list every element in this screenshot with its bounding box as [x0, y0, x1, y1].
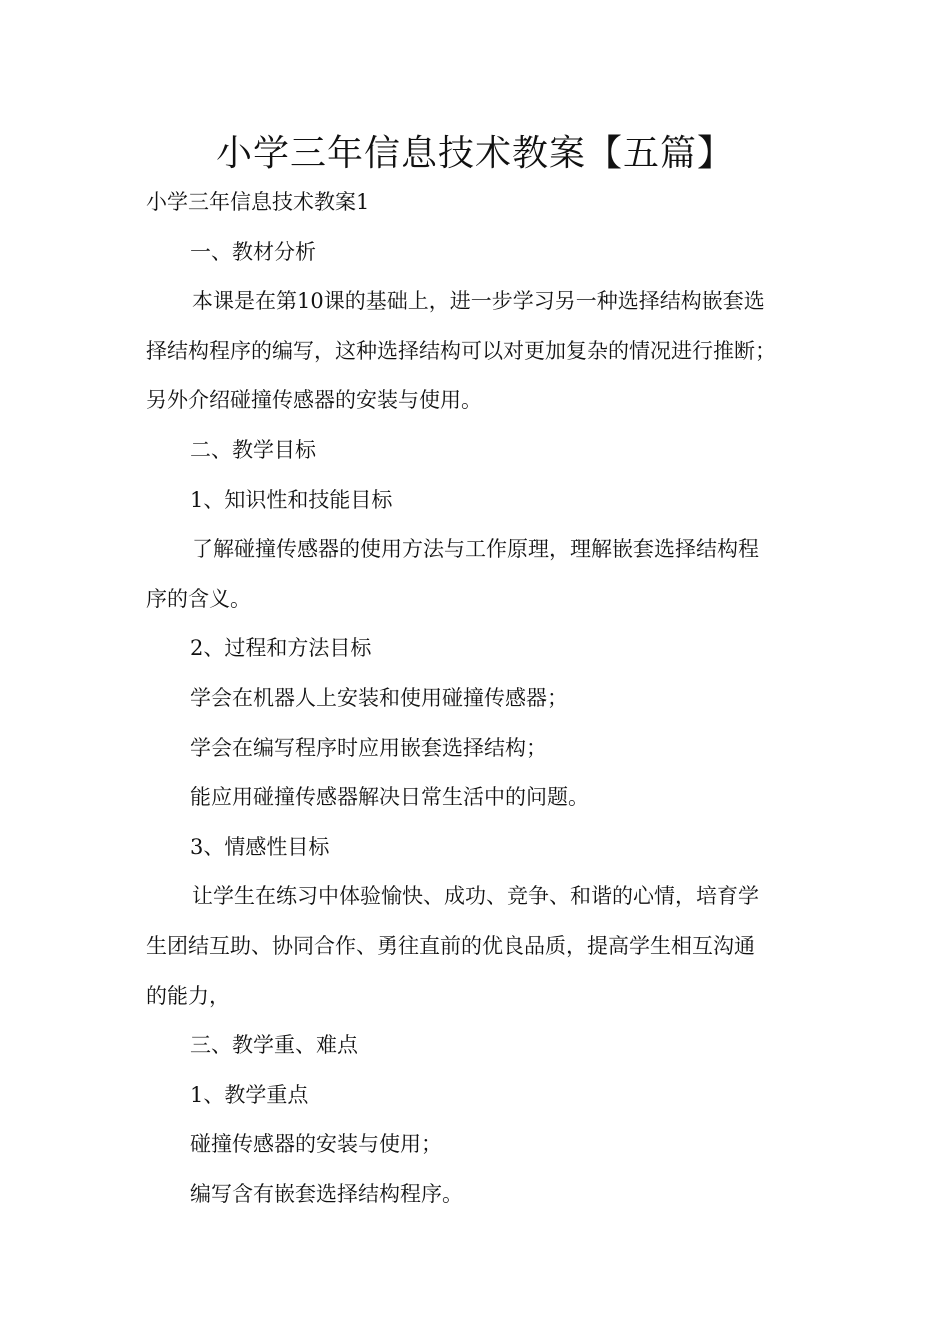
text-line: 序的含义。	[146, 586, 251, 611]
text-line: 3、情感性目标	[190, 834, 330, 859]
text-line: 生团结互助、协同合作、勇往直前的优良品质，提高学生相互沟通	[146, 933, 755, 958]
text-line: 学会在机器人上安装和使用碰撞传感器；	[190, 685, 568, 710]
text-line: 的能力，	[146, 983, 230, 1008]
text-line: 本课是在第10课的基础上，进一步学习另一种选择结构嵌套选	[192, 289, 765, 314]
text-line: 让学生在练习中体验愉快、成功、竞争、和谐的心情，培育学	[192, 884, 759, 909]
document-body	[146, 178, 816, 1219]
text-line: 学会在编写程序时应用嵌套选择结构；	[190, 735, 547, 760]
text-line: 碰撞传感器的安装与使用；	[190, 1132, 442, 1157]
text-line: 1、知识性和技能目标	[190, 487, 393, 512]
text-line: 三、教学重、难点	[190, 1033, 358, 1058]
text-line: 1、教学重点	[190, 1082, 309, 1107]
text-line: 2、过程和方法目标	[190, 636, 372, 661]
document-title: 小学三年信息技术教案【五篇】	[215, 133, 734, 174]
text-line: 能应用碰撞传感器解决日常生活中的问题。	[190, 785, 589, 810]
text-line: 另外介绍碰撞传感器的安装与使用。	[146, 388, 482, 413]
text-line: 二、教学目标	[190, 437, 316, 462]
text-line: 小学三年信息技术教案1	[146, 190, 370, 214]
text-line: 了解碰撞传感器的使用方法与工作原理，理解嵌套选择结构程	[192, 537, 759, 562]
text-line: 择结构程序的编写，这种选择结构可以对更加复杂的情况进行推断；	[146, 338, 776, 363]
text-line: 编写含有嵌套选择结构程序。	[190, 1181, 463, 1206]
text-line: 一、教材分析	[190, 239, 316, 264]
